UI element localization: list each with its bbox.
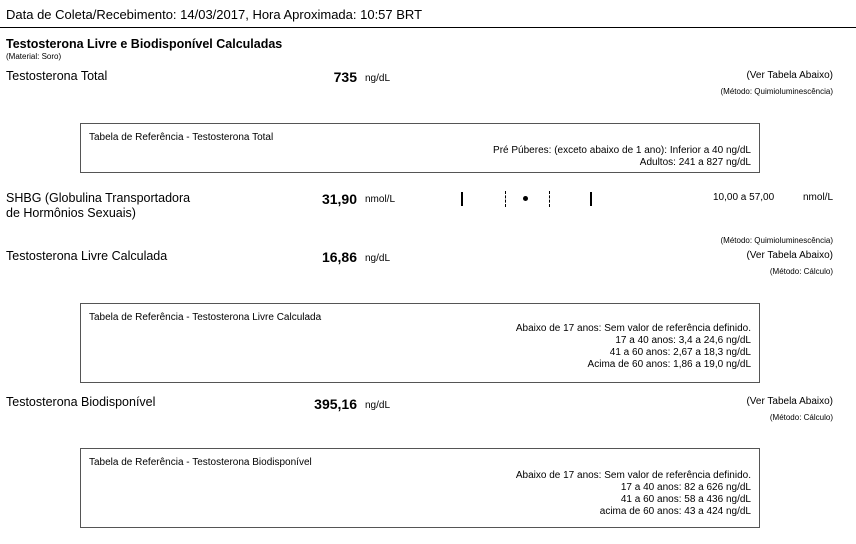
shbg-range-unit: nmol/L [802, 192, 833, 203]
total-value: 735 [333, 69, 357, 85]
free-ref: (Ver Tabela Abaixo) [746, 250, 833, 261]
material-label: (Material: Soro) [6, 52, 62, 61]
bio-name: Testosterona Biodisponível [6, 395, 156, 409]
bio-ref-line: Abaixo de 17 anos: Sem valor de referência definido. [515, 470, 751, 481]
total-unit: ng/dL [365, 73, 391, 84]
total-method: (Método: Quimioluminescência) [720, 87, 833, 96]
bio-ref-line: acima de 60 anos: 43 a 424 ng/dL [599, 506, 751, 517]
total-ref-line: Pré Púberes: (exceto abaixo de 1 ano): Inferior a 40 ng/dL [493, 145, 751, 156]
bio-unit: ng/dL [365, 400, 391, 411]
gauge-min-line [461, 192, 463, 206]
free-ref-table-title: Tabela de Referência - Testosterona Livre Calculada [89, 312, 322, 323]
total-ref-table-lines [493, 145, 751, 169]
shbg-name: SHBG (Globulina Transportadora de Hormônios Sexuais) [6, 191, 191, 220]
bio-ref-table-title: Tabela de Referência - Testosterona Biodisponível [89, 457, 312, 468]
bio-ref-line: 17 a 40 anos: 82 a 626 ng/dL [620, 482, 751, 493]
bio-ref-table [80, 448, 760, 528]
total-ref: (Ver Tabela Abaixo) [746, 70, 833, 81]
shbg-unit: nmol/L [365, 194, 396, 205]
total-ref-table [80, 123, 760, 173]
total-ref-line: Adultos: 241 a 827 ng/dL [639, 157, 751, 168]
bio-method: (Método: Cálculo) [769, 413, 833, 422]
free-method: (Método: Cálculo) [769, 267, 833, 276]
free-unit: ng/dL [365, 253, 391, 264]
shbg-method: (Método: Quimioluminescência) [720, 236, 833, 245]
free-ref-line: Acima de 60 anos: 1,86 a 19,0 ng/dL [587, 359, 751, 370]
gauge-value-dot [523, 196, 528, 201]
bio-ref: (Ver Tabela Abaixo) [746, 396, 833, 407]
bio-value: 395,16 [314, 396, 357, 412]
free-ref-line: 41 a 60 anos: 2,67 a 18,3 ng/dL [609, 347, 751, 358]
section-title: Testosterona Livre e Biodisponível Calculadas [6, 37, 283, 51]
shbg-range-gauge [458, 190, 598, 208]
shbg-value: 31,90 [321, 191, 357, 207]
total-ref-table-title: Tabela de Referência - Testosterona Total [89, 132, 274, 143]
header-divider [0, 27, 856, 28]
shbg-range: 10,00 a 57,00 [713, 192, 775, 203]
gauge-max-line [590, 192, 592, 206]
free-ref-line: Abaixo de 17 anos: Sem valor de referência definido. [515, 323, 751, 334]
gauge-low-tick [505, 191, 506, 207]
free-ref-table-lines [516, 323, 751, 371]
free-value: 16,86 [321, 249, 357, 265]
bio-ref-table-lines [516, 470, 751, 518]
collection-date: Data de Coleta/Recebimento: 14/03/2017, Hora Aproximada: 10:57 BRT [6, 7, 423, 22]
total-name: Testosterona Total [6, 69, 108, 83]
gauge-high-tick [549, 191, 550, 207]
free-ref-line: 17 a 40 anos: 3,4 a 24,6 ng/dL [615, 335, 751, 346]
free-name: Testosterona Livre Calculada [6, 249, 168, 263]
free-ref-table [80, 303, 760, 383]
bio-ref-line: 41 a 60 anos: 58 a 436 ng/dL [620, 494, 751, 505]
